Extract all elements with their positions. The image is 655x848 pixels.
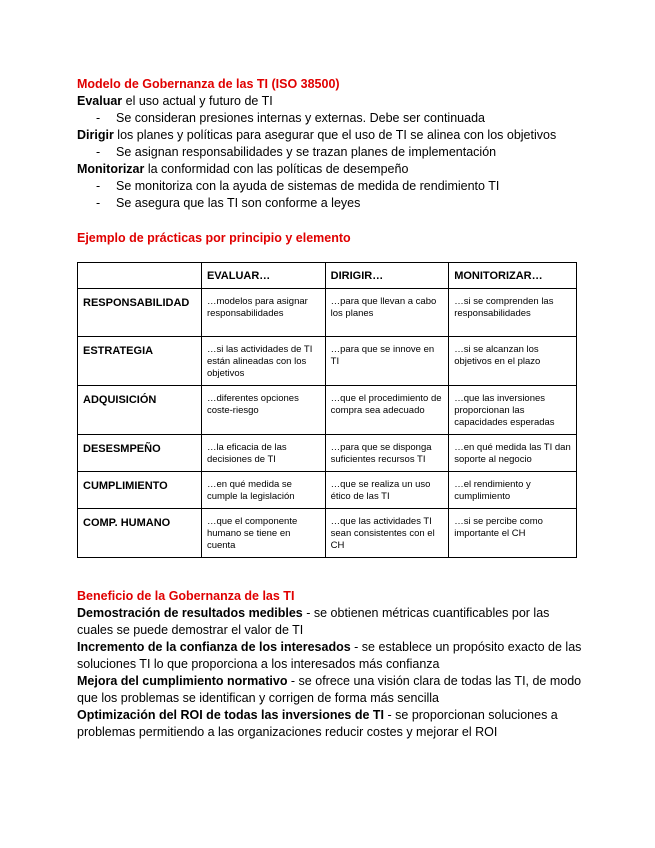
table-header-row [78,263,577,289]
table-cell: …si se comprenden las responsabilidades [449,289,577,337]
principle-evaluar [77,93,582,110]
table-cell: …el rendimiento y cumplimiento [449,472,577,509]
benefit-title: Mejora del cumplimiento normativo [77,674,288,688]
bullet-text: Se asignan responsabilidades y se trazan planes de implementación [116,145,497,159]
table-cell: …para que llevan a cabo los planes [325,289,449,337]
benefit-item [77,673,582,707]
table-cell: …que el procedimiento de compra sea adecuado [325,386,449,435]
table-cell: …para que se innove en TI [325,337,449,386]
principle-text: los planes y políticas para asegurar que el uso de TI se alinea con los objetivos [113,128,557,142]
principle-verb: Monitorizar [77,162,145,176]
bullet-text: Se monitoriza con la ayuda de sistemas de medida de rendimiento TI [116,179,500,193]
bullet-item: - Se monitoriza con la ayuda de sistemas de medida de rendimiento TI [96,179,500,193]
benefit-item [77,605,582,639]
principle-text: la conformidad con las políticas de desempeño [144,162,409,176]
table-header-cell: MONITORIZAR… [449,263,577,289]
benefit-text: - se establece un propósito exacto de las soluciones TI lo que proporciona a los interesados más confianza [77,640,582,671]
table-header-cell [78,263,202,289]
table-cell: …si se percibe como importante el CH [449,509,577,558]
bullet-text: Se asegura que las TI son conforme a leyes [116,196,361,210]
principle-text: el uso actual y futuro de TI [122,94,273,108]
benefit-title: Optimización del ROI de todas las inversiones de TI [77,708,385,722]
row-label: CUMPLIMIENTO [78,472,202,509]
benefit-text: - se proporcionan soluciones a problemas permitiendo a las organizaciones reducir costes y mejorar el ROI [77,708,558,739]
table-cell: …que las actividades TI sean consistentes con el CH [325,509,449,558]
principle-monitorizar [77,161,582,178]
table-row [78,472,577,509]
table-row [78,337,577,386]
table-cell: …que las inversiones proporcionan las capacidades esperadas [449,386,577,435]
document-page [77,76,582,741]
table-cell: …para que se disponga suficientes recursos TI [325,435,449,472]
table-cell: …en qué medida las TI dan soporte al negocio [449,435,577,472]
table-cell: …en qué medida se cumple la legislación [201,472,325,509]
table-row [78,386,577,435]
benefit-title: Demostración de resultados medibles [77,606,303,620]
table-cell: …que el componente humano se tiene en cuenta [201,509,325,558]
row-label: RESPONSABILIDAD [78,289,202,337]
table-header-cell: EVALUAR… [201,263,325,289]
table-cell: …si las actividades de TI están alineadas con los objetivos [201,337,325,386]
bullet-item: - Se asignan responsabilidades y se trazan planes de implementación [96,145,497,159]
table-header-cell: DIRIGIR… [325,263,449,289]
table-row [78,289,577,337]
row-label: DESESMPEÑO [78,435,202,472]
principle-verb: Dirigir [77,128,114,142]
table-cell: …diferentes opciones coste-riesgo [201,386,325,435]
bullet-item: - Se asegura que las TI son conforme a leyes [96,196,361,210]
table-cell: …la eficacia de las decisiones de TI [201,435,325,472]
benefit-text: - se ofrece una visión clara de todas las TI, de modo que los problemas se identifican y corrigen de forma más sencilla [77,674,582,705]
table-cell: …que se realiza un uso ético de las TI [325,472,449,509]
row-label: ADQUISICIÓN [78,386,202,435]
bullet-text: Se consideran presiones internas y externas. Debe ser continuada [116,111,485,125]
benefit-item [77,639,582,673]
section-title-practices: Ejemplo de prácticas por principio y elemento [77,231,351,245]
table-cell: …modelos para asignar responsabilidades [201,289,325,337]
section-title-model: Modelo de Gobernanza de las TI (ISO 38500) [77,77,340,91]
table-row [78,509,577,558]
row-label: ESTRATEGIA [78,337,202,386]
principle-dirigir [77,127,582,144]
row-label: COMP. HUMANO [78,509,202,558]
table-cell: …si se alcanzan los objetivos en el plazo [449,337,577,386]
table-row [78,435,577,472]
benefit-text: - se obtienen métricas cuantificables por las cuales se puede demostrar el valor de TI [77,606,550,637]
principle-verb: Evaluar [77,94,123,108]
section-title-benefits: Beneficio de la Gobernanza de las TI [77,589,295,603]
benefit-title: Incremento de la confianza de los interesados [77,640,351,654]
bullet-item: - Se consideran presiones internas y externas. Debe ser continuada [96,111,485,125]
benefit-item [77,707,582,741]
practices-table [77,262,577,558]
